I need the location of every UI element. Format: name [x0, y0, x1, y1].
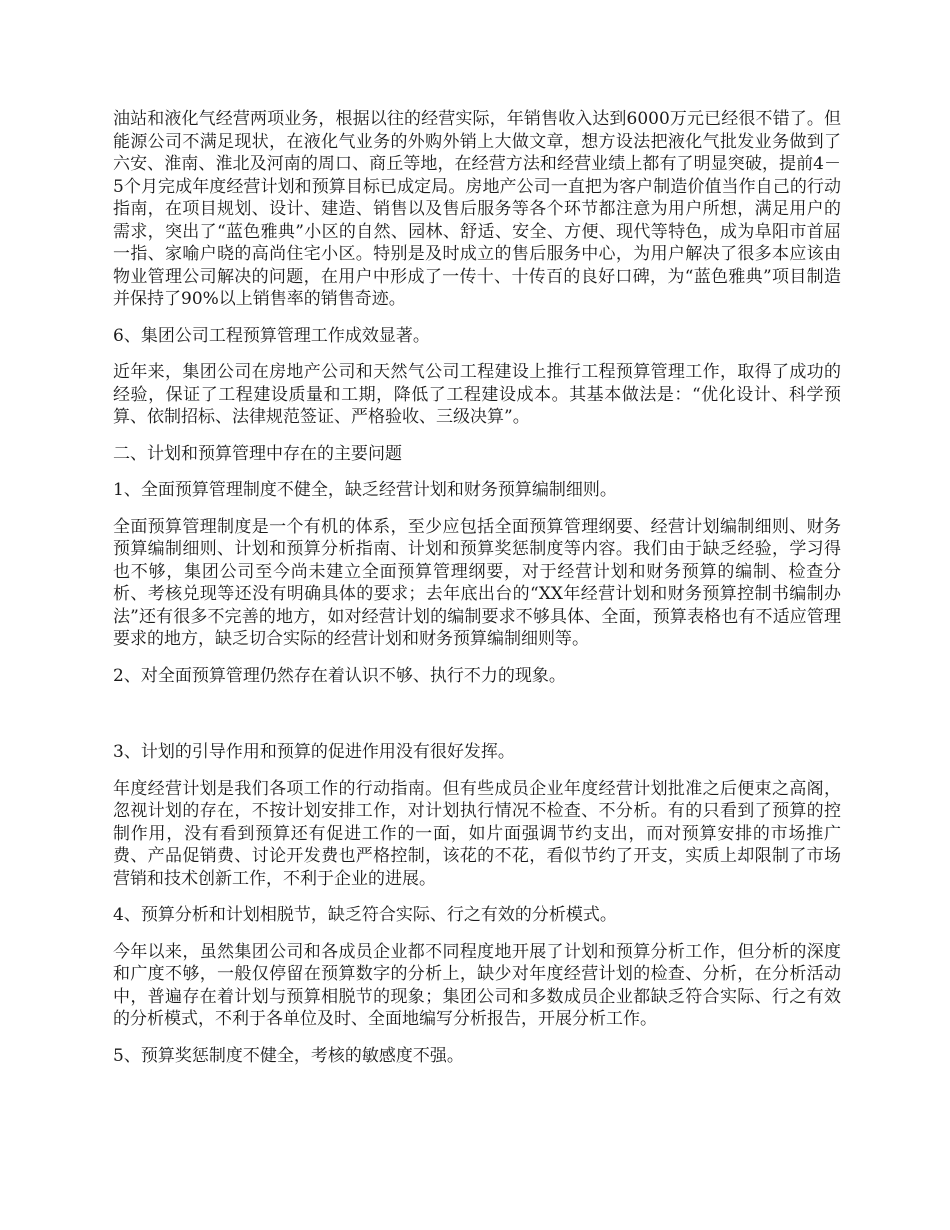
paragraph-plan-guidance: 年度经营计划是我们各项工作的行动指南。但有些成员企业年度经营计划批准之后便束之高阁，忽视计划的存在，不按计划安排工作，对计划执行情况不检查、不分析。有的只看到了预算的控制作用，没有看到预算还有促进工作的一面，如片面强调节约支出，而对预算安排的市场推广费、产品促销费、讨论开发费也严格控制，该花的不花，看似节约了开支，实质上却限制了市场营销和技术创新工作，不利于企业的进展。: [113, 778, 841, 889]
paragraph-budget-system: 全面预算管理制度是一个有机的体系，至少应包括全面预算管理纲要、经营计划编制细则、财务预算编制细则、计划和预算分析指南、计划和预算奖惩制度等内容。我们由于缺乏经验，学习得也不够，集团公司至今尚未建立全面预算管理纲要，对于经营计划和财务预算的编制、检查分析、考核兑现等还没有明确具体的要求；去年底出台的“XX年经营计划和财务预算控制书编制办法”还有很多不完善的地方，如对经营计划的编制要求不够具体、全面，预算表格也有不适应管理要求的地方，缺乏切合实际的经营计划和财务预算编制细则等。: [113, 516, 841, 649]
paragraph-engineering-budget: 近年来，集团公司在房地产公司和天然气公司工程建设上推行工程预算管理工作，取得了成功的经验，保证了工程建设质量和工期，降低了工程建设成本。其基本做法是：“优化设计、科学预算、依制招标、法律规范签证、严格验收、三级决算”。: [113, 362, 841, 427]
section-heading-2: 2、对全面预算管理仍然存在着认识不够、执行不力的现象。: [113, 665, 566, 686]
section-heading-3: 3、计划的引导作用和预算的促进作用没有很好发挥。: [113, 742, 515, 762]
section-heading-4: 4、预算分析和计划相脱节，缺乏符合实际、行之有效的分析模式。: [113, 905, 617, 925]
blank-spacer: [113, 701, 841, 741]
section-heading-1: 1、全面预算管理制度不健全，缺乏经营计划和财务预算编制细则。: [113, 480, 617, 500]
section-heading-6: 6、集团公司工程预算管理工作成效显著。: [113, 325, 430, 346]
chapter-heading-problems: 二、计划和预算管理中存在的主要问题: [113, 443, 402, 464]
document-page: [113, 108, 841, 1081]
paragraph-energy-company: 油站和液化气经营两项业务，根据以往的经营实际，年销售收入达到6000万元已经很不错了。但能源公司不满足现状，在液化气业务的外购外销上大做文章，想方设法把液化气批发业务做到了六安、淮南、淮北及河南的周口、商丘等地，在经营方法和经营业绩上都有了明显突破，提前4－5个月完成年度经营计划和预算目标已成定局。房地产公司一直把为客户制造价值当作自己的行动指南，在项目规划、设计、建造、销售以及售后服务等各个环节都注意为用户所想，满足用户的需求，突出了“蓝色雅典”小区的自然、园林、舒适、安全、方便、现代等特色，成为阜阳市首屈一指、家喻户晓的高尚住宅小区。特别是及时成立的售后服务中心，为用户解决了很多本应该由物业管理公司解决的问题，在用户中形成了一传十、十传百的良好口碑，为“蓝色雅典”项目制造并保持了90%以上销售率的销售奇迹。: [113, 109, 841, 309]
paragraph-analysis-mode: 今年以来，虽然集团公司和各成员企业都不同程度地开展了计划和预算分析工作，但分析的深度和广度不够，一般仅停留在预算数字的分析上，缺少对年度经营计划的检查、分析，在分析活动中，普遍存在着计划与预算相脱节的现象；集团公司和多数成员企业都缺乏符合实际、行之有效的分析模式，不利于各单位及时、全面地编写分析报告，开展分析工作。: [113, 941, 841, 1029]
section-heading-5: 5、预算奖惩制度不健全，考核的敏感度不强。: [113, 1045, 464, 1066]
